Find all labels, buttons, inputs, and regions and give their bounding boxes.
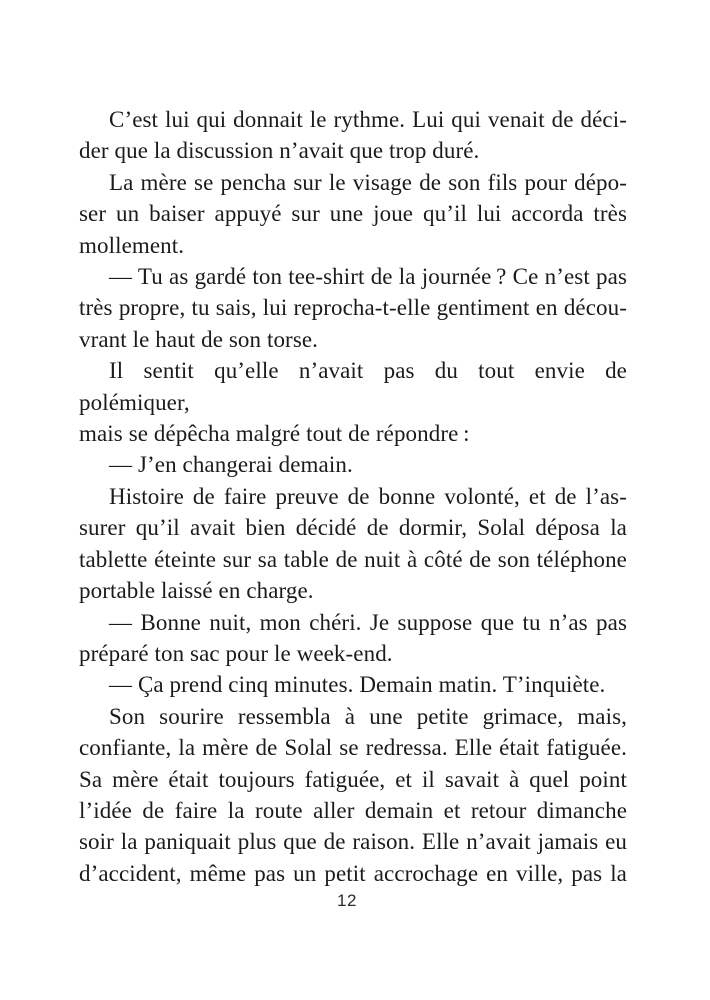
page-number: 12 — [337, 891, 357, 910]
text-line: ser un baiser appuyé sur une joue qu’il lui accorda très — [79, 201, 627, 227]
body-text — [79, 104, 627, 889]
text-line: Sa mère était toujours fatiguée, et il savait à quel point — [79, 766, 627, 792]
text-line: — Ça prend cinq minutes. Demain matin. T’inquiète. — [109, 672, 606, 698]
text-line: — J’en changerai demain. — [109, 452, 353, 478]
paragraph — [79, 481, 627, 607]
text-line: — Bonne nuit, mon chéri. Je suppose que tu n’as pas — [109, 609, 627, 635]
text-line: der que la discussion n’avait que trop duré. — [79, 138, 480, 164]
text-line: d’accident, même pas un petit accrochage en ville, pas la — [79, 860, 627, 886]
text-line: vrant le haut de son torse. — [79, 326, 319, 352]
paragraph-dialogue — [79, 669, 627, 700]
text-line: tablette éteinte sur sa table de nuit à côté de son téléphone — [79, 546, 627, 572]
paragraph-dialogue — [79, 261, 627, 355]
text-line: très propre, tu sais, lui reprocha-t-elle gentiment en décou- — [79, 295, 627, 321]
text-line: mais se dépêcha malgré tout de répondre : — [79, 421, 470, 447]
text-line: confiante, la mère de Solal se redressa. Elle était fatiguée. — [79, 735, 627, 761]
text-line: Son sourire ressembla à une petite grimace, mais, — [109, 703, 627, 729]
text-line: Il sentit qu’elle n’avait pas du tout envie de polémiquer, — [79, 358, 627, 415]
text-line: surer qu’il avait bien décidé de dormir, Solal déposa la — [79, 515, 627, 541]
paragraph — [79, 167, 627, 261]
text-line: soir la paniquait plus que de raison. Elle n’avait jamais eu — [79, 829, 627, 855]
text-line: portable laissé en charge. — [79, 578, 314, 604]
paragraph — [79, 104, 627, 167]
paragraph — [79, 701, 627, 889]
text-line: C’est lui qui donnait le rythme. Lui qui venait de déci- — [109, 107, 627, 132]
text-line: Histoire de faire preuve de bonne volonté, et de l’as- — [109, 483, 627, 509]
text-line: préparé ton sac pour le week-end. — [79, 640, 393, 666]
paragraph-dialogue — [79, 449, 627, 480]
paragraph-dialogue — [79, 607, 627, 670]
text-line: La mère se pencha sur le visage de son fils pour dépo- — [109, 169, 627, 195]
text-line: l’idée de faire la route aller demain et retour dimanche — [79, 797, 627, 823]
text-line: mollement. — [79, 232, 185, 258]
text-line: — Tu as gardé ton tee-shirt de la journée ? Ce n’est pas — [109, 264, 627, 290]
paragraph — [79, 355, 627, 449]
